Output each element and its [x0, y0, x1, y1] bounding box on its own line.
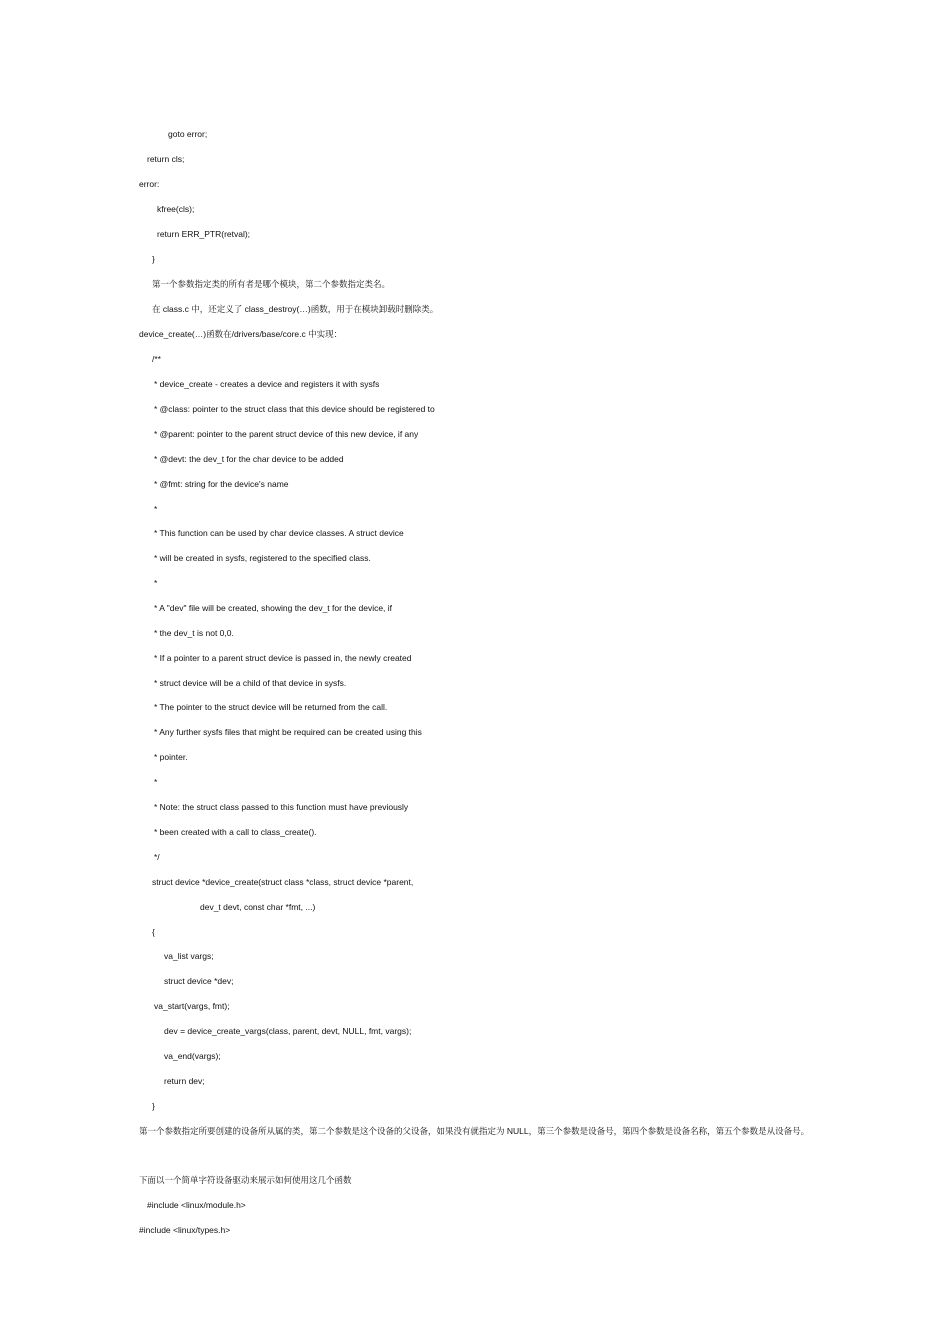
code-comment-line: * been created with a call to class_create().	[154, 827, 317, 837]
code-include-types: #include <linux/types.h>	[139, 1225, 231, 1235]
code-body-line: struct device *dev;	[164, 976, 234, 986]
paragraph-device-create-params: 第一个参数指定所要创建的设备所从属的类，第二个参数是这个设备的父设备，如果没有就指定为 NULL，第三个参数是设备号，第四个参数是设备名称，第五个参数是从设备号。	[139, 1126, 810, 1136]
code-error-label: error:	[139, 179, 160, 189]
code-comment-open: /**	[152, 354, 161, 364]
code-kfree: kfree(cls);	[157, 204, 195, 214]
code-comment-line: *	[154, 578, 158, 588]
code-comment-close: */	[154, 852, 160, 862]
code-comment-line: * the dev_t is not 0,0.	[154, 628, 234, 638]
code-opening-brace: {	[152, 927, 155, 937]
code-comment-line: * @class: pointer to the struct class that this device should be registered to	[154, 404, 435, 414]
code-comment-line: * A "dev" file will be created, showing the dev_t for the device, if	[154, 603, 393, 613]
code-comment-line: * will be created in sysfs, registered to the specified class.	[154, 553, 371, 563]
code-comment-line: * @devt: the dev_t for the char device to be added	[154, 454, 344, 464]
code-comment-line: * The pointer to the struct device will be returned from the call.	[154, 702, 388, 712]
code-body-line: va_list vargs;	[164, 951, 214, 961]
code-return-cls: return cls;	[147, 154, 185, 164]
code-closing-brace: }	[152, 254, 155, 264]
code-body-line: return dev;	[164, 1076, 205, 1086]
paragraph-device-create-intro: device_create(…)函数在/drivers/base/core.c 中实现：	[139, 329, 343, 339]
code-comment-line: * Note: the struct class passed to this function must have previously	[154, 802, 409, 812]
code-comment-line: * @fmt: string for the device's name	[154, 479, 289, 489]
code-comment-line: * pointer.	[154, 752, 188, 762]
code-goto-error: goto error;	[168, 129, 208, 139]
code-comment-line: * If a pointer to a parent struct device is passed in, the newly created	[154, 653, 412, 663]
code-body-line: va_end(vargs);	[164, 1051, 221, 1061]
code-comment-line: * struct device will be a child of that device in sysfs.	[154, 678, 347, 688]
code-comment-line: * This function can be used by char device classes. A struct device	[154, 528, 404, 538]
code-body-line: dev = device_create_vargs(class, parent, devt, NULL, fmt, vargs);	[164, 1026, 412, 1036]
code-comment-line: * device_create - creates a device and registers it with sysfs	[154, 379, 380, 389]
code-comment-line: * @parent: pointer to the parent struct device of this new device, if any	[154, 429, 419, 439]
code-return-err-ptr: return ERR_PTR(retval);	[157, 229, 251, 239]
code-comment-line: *	[154, 777, 158, 787]
code-comment-line: *	[154, 504, 158, 514]
paragraph-example-intro: 下面以一个简单字符设备驱动来展示如何使用这几个函数	[139, 1175, 352, 1185]
code-comment-line: * Any further sysfs files that might be required can be created using this	[154, 727, 422, 737]
code-body-line: va_start(vargs, fmt);	[154, 1001, 230, 1011]
code-function-signature-cont: dev_t devt, const char *fmt, ...)	[200, 902, 316, 912]
paragraph-class-destroy: 在 class.c 中，还定义了 class_destroy(…)函数，用于在模块卸载时删除类。	[152, 304, 439, 314]
code-include-module: #include <linux/module.h>	[147, 1200, 246, 1210]
paragraph-class-create-params: 第一个参数指定类的所有者是哪个模块，第二个参数指定类名。	[152, 279, 391, 289]
code-function-signature: struct device *device_create(struct class *class, struct device *parent,	[152, 877, 414, 887]
code-closing-brace: }	[152, 1101, 155, 1111]
